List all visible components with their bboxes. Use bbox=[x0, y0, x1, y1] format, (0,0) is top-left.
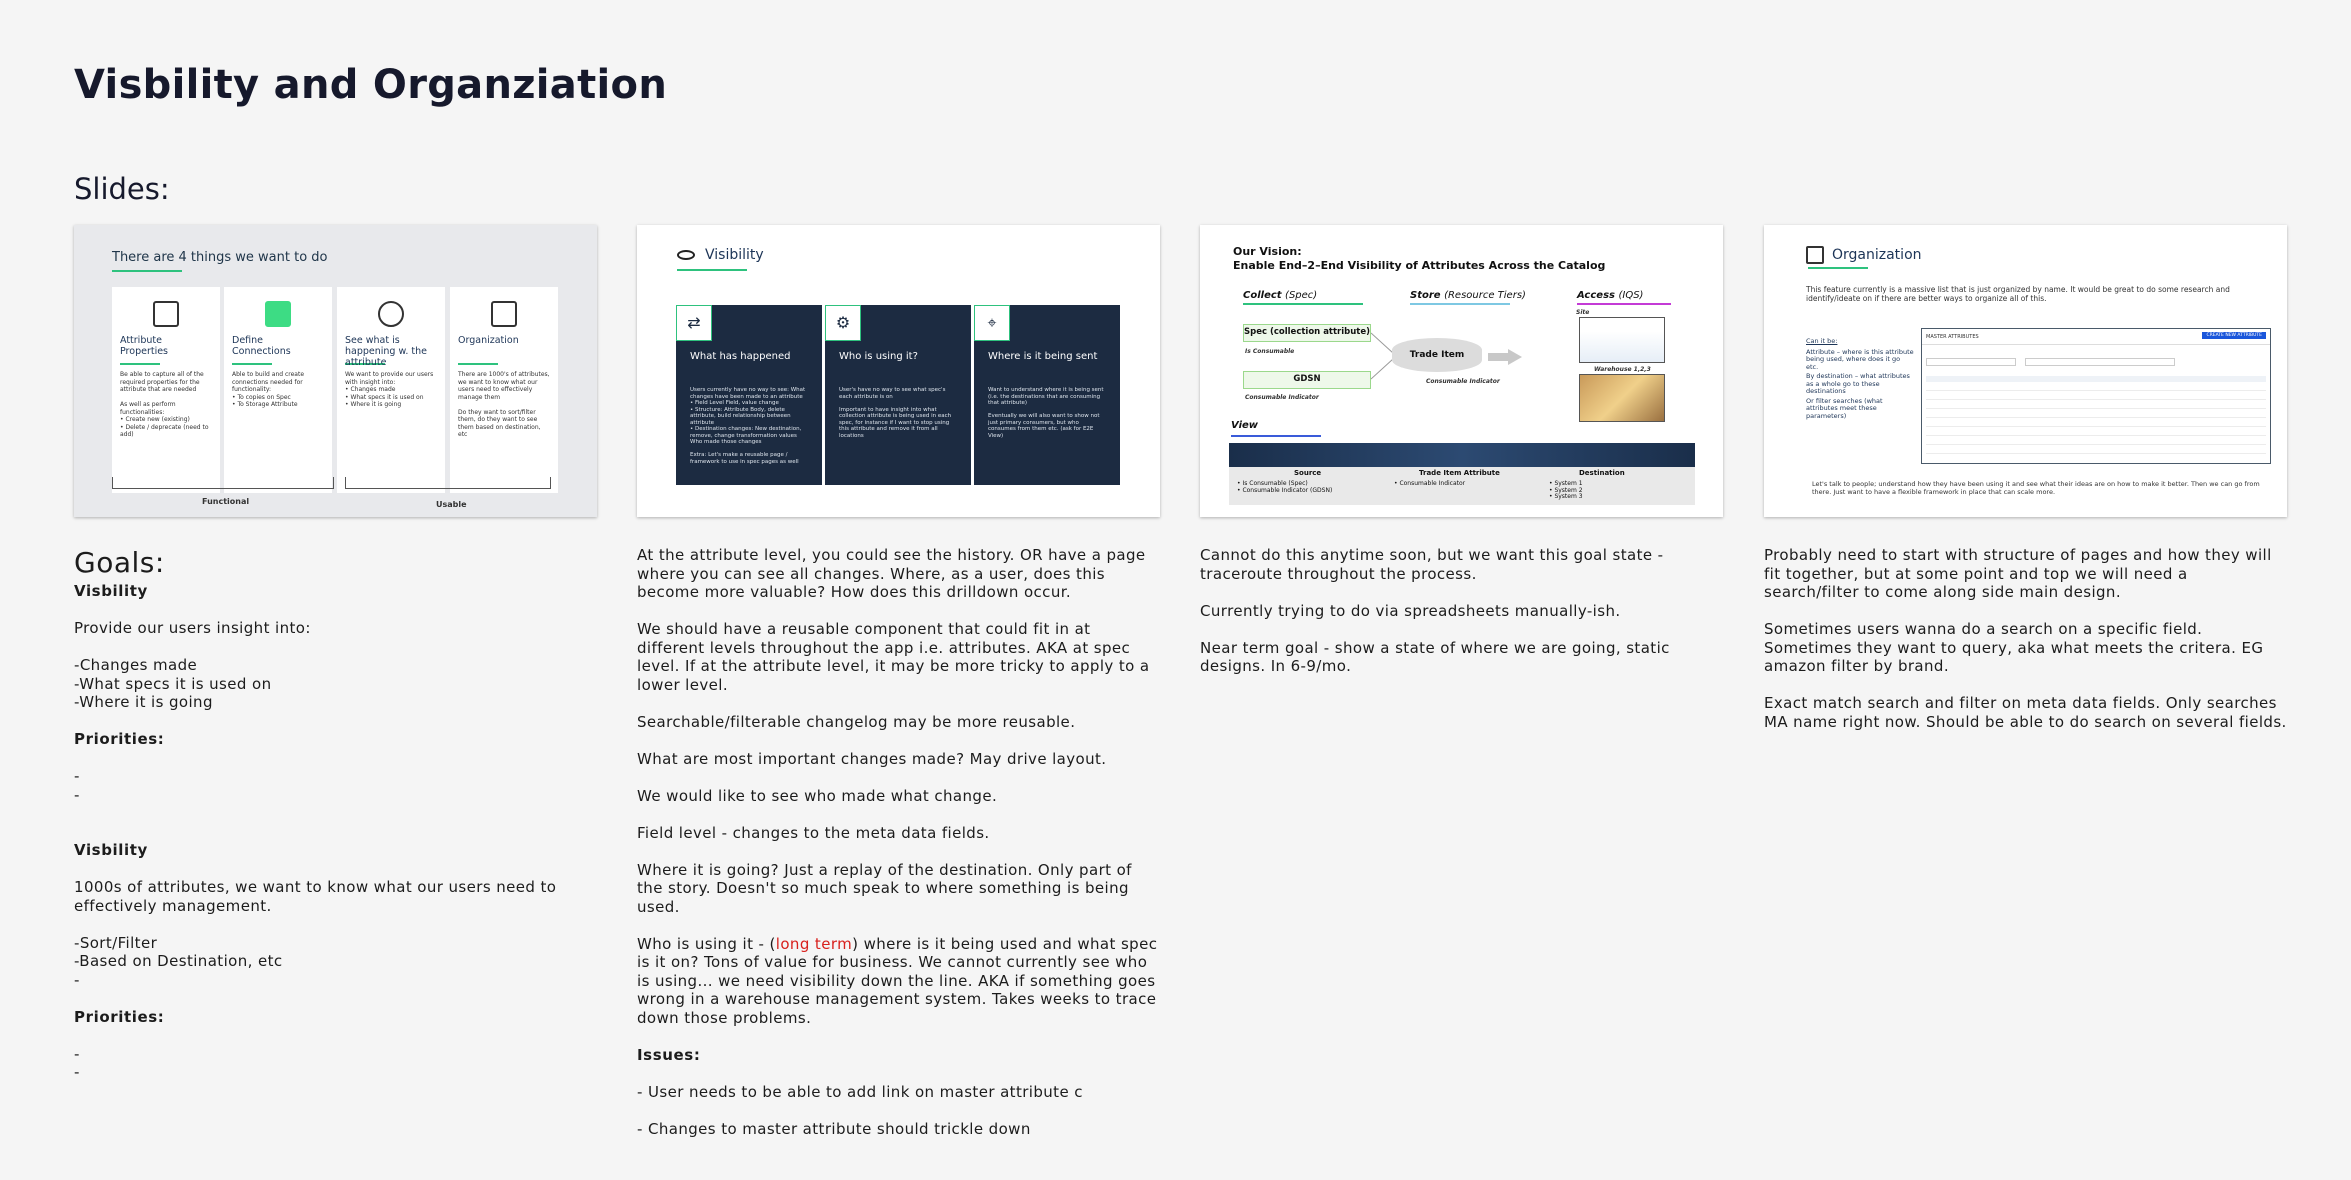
note-paragraph: Cannot do this anytime soon, but we want this goal state - traceroute throughout the process. bbox=[1200, 546, 1664, 583]
card-text: We want to provide our users with insight into: • Changes made • What specs it is used on • Where it is going bbox=[345, 371, 434, 408]
slide-thumbnail-things-to-do[interactable] bbox=[74, 225, 597, 517]
goals-heading: Goals: bbox=[74, 546, 165, 579]
card-text: Able to build and create connections needed for functionality: • To copies on Spec • To Storage Attribute bbox=[232, 371, 305, 408]
store-underline bbox=[1410, 303, 1510, 305]
consumable-indicator-label-2: Consumable Indicator bbox=[1426, 378, 1500, 385]
slides-heading: Slides: bbox=[74, 172, 170, 206]
gdsn-box: GDSN bbox=[1243, 371, 1371, 389]
warehouse-label: Warehouse 1,2,3 bbox=[1594, 366, 1651, 373]
card-title: Define Connections bbox=[232, 335, 291, 357]
note-paragraph: Near term goal - show a state of where we are going, static designs. In 6-9/mo. bbox=[1200, 638, 1670, 675]
view-underline bbox=[1231, 435, 1321, 437]
note-paragraph: What are most important changes made? May drive layout. bbox=[637, 749, 1107, 768]
table-cell: • System 1 • System 2 • System 3 bbox=[1549, 480, 1583, 500]
shot-title: MASTER ATTRIBUTES bbox=[1926, 334, 1979, 340]
panel-who-is-using-it bbox=[825, 305, 971, 485]
bracket-usable bbox=[345, 477, 551, 489]
note-paragraph: Exact match search and filter on meta data fields. Only searches MA name right now. Should be able to do search on several fields. bbox=[1764, 694, 2287, 731]
note-paragraph: Searchable/filterable changelog may be more reusable. bbox=[637, 712, 1076, 731]
slide-description: This feature currently is a massive list that is just organized by name. It would be great to do some research and identify/ideate on if there are better ways to organize all of this. bbox=[1806, 285, 2230, 303]
consumable-indicator-label: Consumable Indicator bbox=[1245, 394, 1319, 401]
issues-heading: Issues: bbox=[637, 1045, 701, 1064]
table-row bbox=[1926, 382, 2266, 391]
table-row bbox=[1926, 418, 2266, 427]
card-attribute-properties bbox=[112, 287, 220, 493]
priorities-heading-2: Priorities: bbox=[74, 1007, 165, 1026]
card-underline bbox=[232, 363, 272, 365]
title-underline bbox=[112, 270, 182, 272]
table-cell: • Consumable Indicator bbox=[1394, 480, 1466, 487]
eye-icon bbox=[677, 250, 695, 260]
long-term-highlight: long term bbox=[775, 934, 853, 953]
grid-icon bbox=[153, 301, 179, 327]
visibility-notes-column bbox=[637, 546, 1160, 1157]
panel-text: Want to understand where it is being sent (i.e. the destinations that are consuming that attribute) Eventually we will also want to show not just primary consumers, but who consumes from them etc. (ask for E2E View) bbox=[988, 387, 1104, 439]
note-paragraph: Currently trying to do via spreadsheets manually-ish. bbox=[1200, 601, 1621, 620]
visibility-heading-2: Visbility bbox=[74, 841, 148, 859]
view-table bbox=[1229, 467, 1695, 505]
can-it-be-list bbox=[1806, 338, 1914, 420]
spec-box: Spec (collection attribute) bbox=[1243, 324, 1371, 342]
priorities-list-2: - - bbox=[74, 1044, 80, 1081]
note-paragraph: Field level - changes to the meta data fields. bbox=[637, 823, 990, 842]
access-underline bbox=[1577, 303, 1671, 305]
bullet-item: By destination – what attributes as a whole go to these destinations bbox=[1806, 372, 1910, 395]
table-header: Trade Item Attribute bbox=[1419, 469, 1500, 477]
panel-text: Users currently have no way to see: What changes have been made to an attribute • Field Level Field, value change • Structure: Attribute Body, delete attribute, build relationship between attribute • Destination changes: New destination, remove, change transformation values Who made those changes Extra: Let's make a reusable page / framework to use in spec pages as well bbox=[690, 387, 806, 465]
thousands-text: 1000s of attributes, we want to know what our users need to effectively management. bbox=[74, 878, 557, 915]
page-title: Visbility and Organziation bbox=[74, 62, 668, 108]
network-icon bbox=[265, 301, 291, 327]
route-pin-icon: ⌖ bbox=[974, 305, 1010, 341]
slide-title: Organization bbox=[1832, 247, 1922, 263]
arrow-shaft bbox=[1488, 353, 1510, 361]
panel-title: Who is using it? bbox=[839, 351, 918, 362]
note-text: ) where is it being used and what spec is it on? Tons of value for business. We cannot currently see who is using... we need visibility down the line. AKA if something goes wrong in a warehouse management system. Takes weeks to trace down those problems. bbox=[637, 934, 1158, 1027]
organization-notes-column bbox=[1764, 546, 2287, 750]
store-sub: (Resource Tiers) bbox=[1444, 290, 1526, 301]
organization-list: -Sort/Filter -Based on Destination, etc - bbox=[74, 933, 283, 989]
card-text: There are 1000's of attributes, we want to know what our users need to effectively manage them Do they want to sort/filter them, do they want to see them based on destination, etc bbox=[458, 371, 550, 438]
shot-header bbox=[1922, 329, 2270, 345]
visibility-heading: Visbility bbox=[74, 582, 148, 600]
access-label: Access bbox=[1577, 290, 1615, 301]
warehouse-photo bbox=[1579, 374, 1665, 422]
collect-label: Collect bbox=[1243, 290, 1282, 301]
panel-what-has-happened bbox=[676, 305, 822, 485]
card-title: Attribute Properties bbox=[120, 335, 169, 357]
collect-underline bbox=[1243, 303, 1363, 305]
note-text: Who is using it - ( bbox=[637, 934, 776, 953]
slide-title: There are 4 things we want to do bbox=[112, 250, 328, 265]
insight-list: -Changes made -What specs it is used on -Where it is going bbox=[74, 656, 272, 711]
card-title: Organization bbox=[458, 335, 519, 346]
table-row bbox=[1926, 445, 2266, 454]
priorities-heading: Priorities: bbox=[74, 730, 165, 748]
bullet-item: Attribute – where is this attribute being used, where does it go etc. bbox=[1806, 347, 1914, 371]
card-see-what-is-happening bbox=[337, 287, 445, 493]
slide-thumbnail-organization[interactable] bbox=[1764, 225, 2287, 517]
goals-column bbox=[74, 546, 597, 1100]
panel-title: Where is it being sent bbox=[988, 351, 1098, 362]
note-paragraph: At the attribute level, you could see the history. OR have a page where you can see all changes. Where, as a user, does this become more valuable? How does this drilldown occur. bbox=[637, 546, 1146, 601]
vision-title bbox=[1233, 245, 1605, 273]
hierarchy-icon bbox=[1806, 246, 1824, 264]
store-label: Store bbox=[1410, 290, 1441, 301]
bullet-item: Or filter searches (what attributes meet these parameters) bbox=[1806, 396, 1883, 420]
bracket-label-usable: Usable bbox=[436, 500, 467, 509]
table-row bbox=[1926, 436, 2266, 445]
collect-sub: (Spec) bbox=[1285, 290, 1318, 301]
view-banner bbox=[1229, 443, 1695, 467]
slide-title: Visibility bbox=[705, 247, 764, 263]
slide-thumbnail-vision[interactable] bbox=[1200, 225, 1723, 517]
trade-item-cylinder: Trade Item bbox=[1392, 338, 1482, 372]
note-paragraph: We should have a reusable component that could fit in at different levels throughout the app i.e. attributes. AKA at spec level. If at the attribute level, it may be more tricky to apply to a lower level. bbox=[637, 620, 1150, 694]
master-attributes-screenshot bbox=[1921, 328, 2271, 464]
note-paragraph: Probably need to start with structure of pages and how they will fit together, but at some point and top we will need a search/filter to come along side main design. bbox=[1764, 546, 2272, 601]
gear-icon: ⚙ bbox=[825, 305, 861, 341]
note-paragraph: Where it is going? Just a replay of the destination. Only part of the story. Doesn't so much speak to where something is being used. bbox=[637, 860, 1132, 916]
note-paragraph: Sometimes users wanna do a search on a specific field. Sometimes they want to query, aka what meets the critera. EG amazon filter by brand. bbox=[1764, 620, 2264, 675]
bracket-label-functional: Functional bbox=[202, 497, 250, 506]
panel-text: User's have no way to see what spec's each attribute is on Important to have insight into what collection attribute is being used in each spec, for instance if I want to stop using this attribute and remove it from all locations bbox=[839, 387, 952, 439]
vision-line2: Enable End–2–End Visibility of Attributes Across the Catalog bbox=[1233, 259, 1606, 272]
table-header: Destination bbox=[1579, 469, 1625, 477]
access-heading bbox=[1577, 290, 1643, 301]
can-it-be-label: Can it be: bbox=[1806, 337, 1838, 345]
is-consumable-label: Is Consumable bbox=[1245, 348, 1295, 355]
card-text: Be able to capture all of the required properties for the attribute that are needed As well as perform functionalities: • Create new (existing) • Delete / deprecate (need to add) bbox=[120, 371, 209, 438]
table-row bbox=[1926, 409, 2266, 418]
table-row bbox=[1926, 400, 2266, 409]
bracket-functional bbox=[112, 477, 334, 489]
arrow-right-icon bbox=[1508, 349, 1522, 365]
card-title: See what is happening w. the attribute bbox=[345, 335, 428, 368]
hierarchy-icon bbox=[491, 301, 517, 327]
card-organization bbox=[450, 287, 558, 493]
table-row bbox=[1926, 391, 2266, 400]
note-paragraph-who-using bbox=[637, 935, 1160, 1028]
vision-line1: Our Vision: bbox=[1233, 245, 1302, 258]
collect-heading bbox=[1243, 290, 1317, 301]
issue-item: - User needs to be able to add link on master attribute c bbox=[637, 1082, 1083, 1101]
card-define-connections bbox=[224, 287, 332, 493]
filter-select bbox=[1926, 358, 2016, 366]
card-underline bbox=[458, 363, 498, 365]
table-cell: • Is Consumable (Spec) • Consumable Indicator (GDSN) bbox=[1237, 480, 1333, 494]
card-underline bbox=[120, 363, 160, 365]
vision-notes-column bbox=[1200, 546, 1723, 694]
view-label: View bbox=[1231, 420, 1259, 431]
store-heading bbox=[1410, 290, 1526, 301]
priorities-list: - - bbox=[74, 767, 80, 804]
issue-item: - Changes to master attribute should trickle down bbox=[637, 1119, 1031, 1138]
eye-icon bbox=[378, 301, 404, 327]
table-row bbox=[1926, 427, 2266, 436]
shot-rows bbox=[1922, 345, 2270, 460]
provide-text: Provide our users insight into: bbox=[74, 619, 311, 637]
create-new-attribute-button: CREATE NEW ATTRIBUTE bbox=[2202, 332, 2266, 339]
panel-where-being-sent bbox=[974, 305, 1120, 485]
slide-thumbnail-visibility[interactable] bbox=[637, 225, 1160, 517]
panel-title: What has happened bbox=[690, 351, 791, 362]
website-screenshot bbox=[1579, 317, 1665, 363]
search-box bbox=[2025, 358, 2175, 366]
title-underline bbox=[677, 269, 747, 271]
shuffle-icon: ⇄ bbox=[676, 305, 712, 341]
note-paragraph: We would like to see who made what change. bbox=[637, 786, 998, 805]
site-label: Site bbox=[1576, 309, 1590, 316]
slide-footer: Let's talk to people; understand how they have been using it and see what their ideas are on how to make it better. Then we can go from there. Just want to have a flexible framework in place that can scale more. bbox=[1812, 480, 2260, 496]
table-header: Source bbox=[1294, 469, 1322, 477]
title-underline bbox=[1808, 267, 1868, 269]
access-sub: (IQS) bbox=[1618, 290, 1644, 301]
